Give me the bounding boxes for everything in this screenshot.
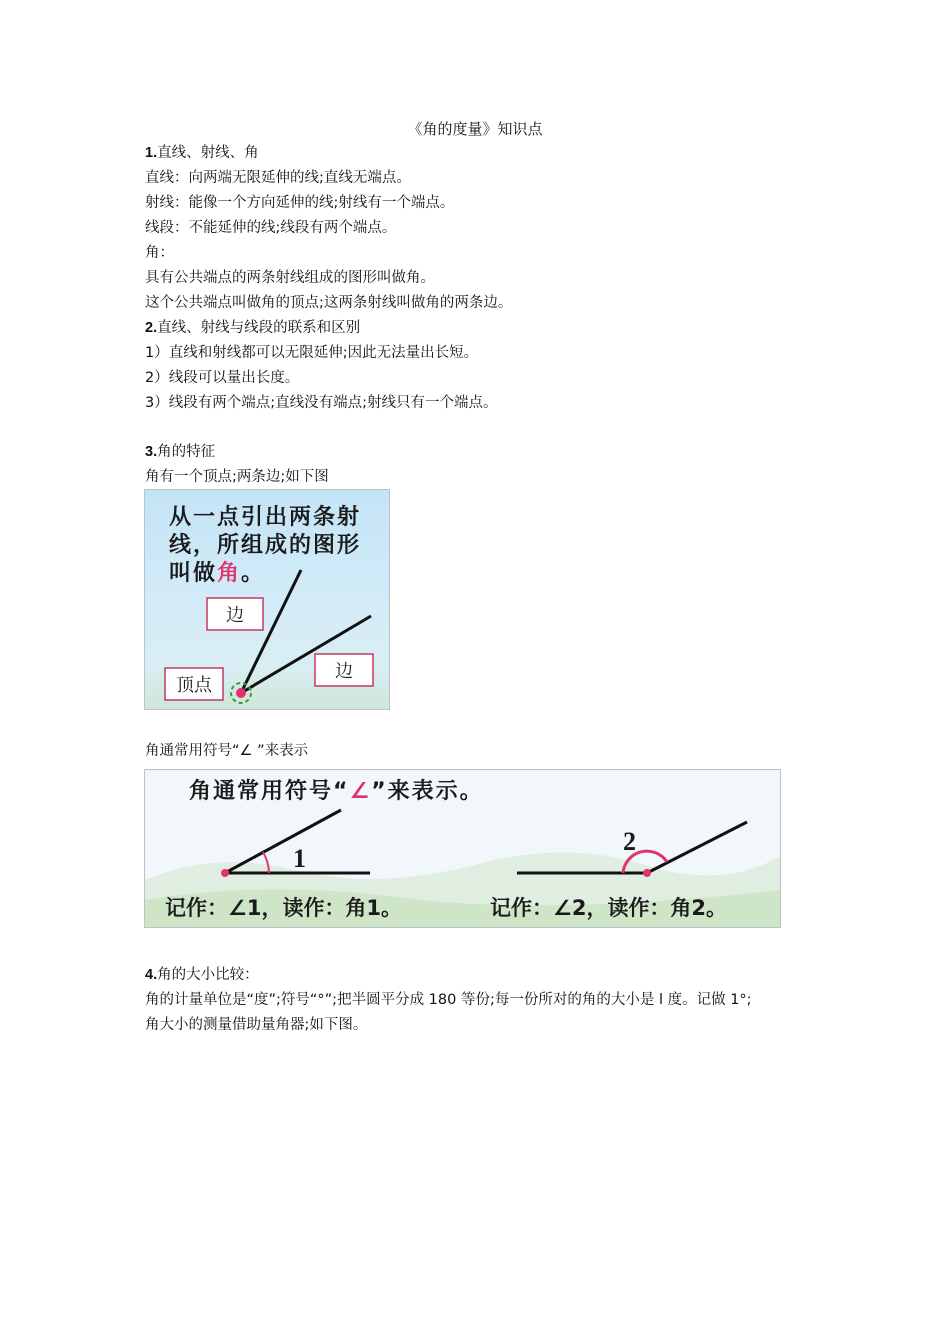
section-2-heading (145, 318, 360, 338)
angle2-number: 2 (623, 827, 636, 856)
section-title: 直线、射线与线段的联系和区别 (157, 320, 361, 336)
section-title: 角的特征 (157, 444, 216, 460)
line-definition: 直线：向两端无限延伸的线;直线无端点。 (145, 170, 411, 186)
ray-definition: 射线：能像一个方向延伸的线;射线有一个端点。 (145, 195, 455, 211)
figure-heading-prefix: 角通常用符号“ (189, 779, 350, 804)
list-item: 3）线段有两个端点;直线没有端点;射线只有一个端点。 (145, 395, 498, 411)
degree-unit-text: 角的计量单位是“度”;符号“°”;把半圆平分成 180 等份;每一份所对的角的大小是 l 度。记做 1°; (145, 992, 752, 1008)
angle1-upper-ray (225, 810, 341, 873)
vertex-dot (236, 688, 246, 698)
section-title: 角的大小比较： (157, 967, 259, 983)
figure-text-prefix: 叫做 (169, 561, 218, 586)
angle1-vertex-dot (221, 869, 229, 877)
angle2-caption: 记作：∠2，读作：角2。 (490, 896, 728, 920)
angle-symbol: ∠ (349, 779, 372, 804)
list-item: 1）直线和射线都可以无限延伸;因此无法量出长短。 (145, 345, 479, 361)
figure-text-line-1: 从一点引出两条射 (169, 505, 362, 530)
section-number: 1. (145, 145, 158, 161)
protractor-text: 角大小的测量借助量角器;如下图。 (145, 1017, 368, 1033)
section-title: 直线、射线、角 (157, 145, 259, 161)
page-title: 《角的度量》知识点 (407, 120, 543, 138)
figure-heading (189, 778, 484, 804)
section-number: 4. (145, 967, 158, 983)
vertex-label: 顶点 (176, 675, 212, 696)
angle2-upper-ray (647, 822, 747, 873)
side-label-top: 边 (226, 605, 244, 626)
figure-text-line-2: 线，所组成的图形 (169, 533, 362, 558)
angle-label: 角： (145, 245, 174, 261)
angle-features-intro: 角有一个顶点;两条边;如下图 (145, 469, 329, 485)
angle-notation-figure (144, 769, 781, 928)
section-number: 3. (145, 444, 158, 460)
angle-definition-figure (144, 489, 390, 710)
section-1-heading (145, 143, 259, 163)
vertex-definition: 这个公共端点叫做角的顶点;这两条射线叫做角的两条边。 (145, 295, 513, 311)
segment-definition: 线段：不能延伸的线;线段有两个端点。 (145, 220, 397, 236)
angle1-number: 1 (293, 844, 306, 873)
angle-definition: 具有公共端点的两条射线组成的图形叫做角。 (145, 270, 435, 286)
figure-text-suffix: 。 (241, 561, 266, 586)
section-number: 2. (145, 320, 158, 336)
angle1-caption: 记作：∠1，读作：角1。 (165, 896, 403, 920)
figure-text-highlight: 角 (217, 561, 242, 586)
figure-text-line-3 (169, 560, 265, 586)
angle2-vertex-dot (643, 869, 651, 877)
section-3-heading (145, 442, 215, 462)
angle-symbol-text: 角通常用符号“∠ ”来表示 (145, 743, 309, 759)
list-item: 2）线段可以量出长度。 (145, 370, 300, 386)
figure-heading-suffix: ”来表示。 (371, 779, 484, 804)
side-label-right: 边 (335, 661, 353, 682)
section-4-heading (145, 965, 259, 985)
